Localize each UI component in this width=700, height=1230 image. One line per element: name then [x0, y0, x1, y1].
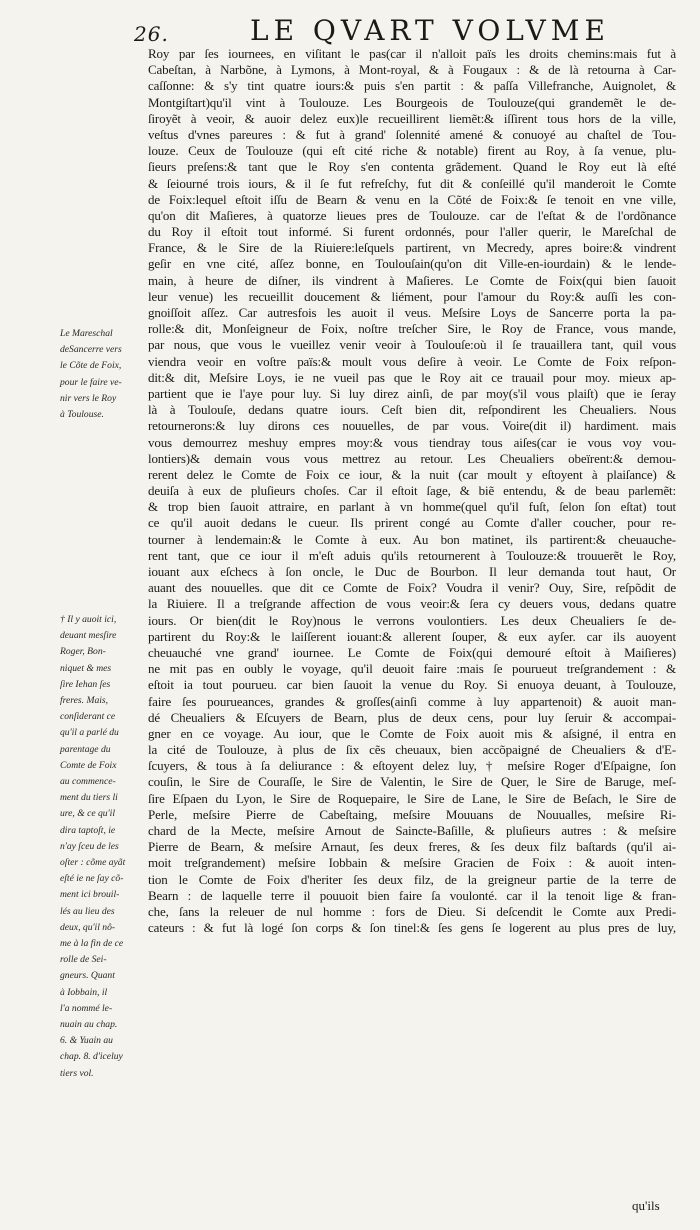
text-line: Cabeſtan, à Narbõne, à Lymons, à Mont-royal, & à Fougaux : & de là retourna à Car- — [148, 62, 676, 78]
text-line: qu'on dit Maſieres, à quatorze lieues pres de Toulouze. car de l'eſtat & de l'ordõnance — [148, 207, 676, 223]
text-line: ſire Eſpaen du Lyon, le Sire de Roquepaire, le Sire de Lane, le Sire de Beſach, le Sire de — [148, 790, 676, 806]
text-line: gnoiſſoit aſſez. Car autresfois les auoit il veus. Meſsire Loys de Sancerre porta la pa- — [148, 305, 676, 320]
text-line: rolle:& dit, Monſeigneur de Foix, noſtre treſcher Sire, le Roy de France, vous mande, — [148, 321, 676, 337]
catchword: qu'ils — [632, 1198, 660, 1213]
text-line: rerent delez le Comte de Foix ce iour, & la nuit (car moult y eſtoyent à plaiſance) & — [148, 466, 676, 482]
text-line: main, à heure de diſner, ils vindrent à Maſieres. Le Comte de Foix(qui bien ſauoit — [148, 272, 676, 288]
text-line: la cité de Toulouze, à plus de ſix cẽs cheuaux, bien accõpaigné de Cheualiers & d'E- — [148, 742, 676, 758]
text-line: ne mit pas en oubly le voyage, qu'il deuoit faire :mais ſe pourueut treſgrandement : & — [148, 661, 676, 677]
text-line: leur venue) les recueillit doucement & liément, pour l'amour du Roy:& auſſi les con- — [148, 288, 676, 304]
text-line: Pierre de Bearn, & meſsire Arnaut, ſes deux freres, & ſes deux filz baſtards (qu'il ai- — [148, 839, 676, 855]
text-line: partient que ie l'aye pour luy. Si luy direz ainſi, de par moy(s'il vous plaiſt) que ie ſeray — [148, 385, 676, 401]
text-line: & trop bien ſauoit attraire, en parlant à vn homme(quel qu'il fuſt, ſelon ſon eſtat) tout — [148, 499, 676, 515]
page-number: 26. — [134, 22, 169, 46]
text-line: gner en ce voyage. Au iour, que le Comte de Foix auoit mis & aſsigné, il entra en — [148, 725, 676, 741]
margin-notes — [60, 326, 144, 1079]
text-line: viendra veoir en voſtre païs:& moult vous deſire à veoir. Le Comte de Foix reſpon- — [148, 353, 676, 369]
text-line: faire ſes pourueances, grandes & groſſes(ainſi comme à luy appartenoit) & auoit man- — [148, 693, 676, 709]
margin-note: † Il y auoit ici, deuant mesſire Roger, Bon- niquet & mes ſire Iehan ſes freres. Mais, conſiderant ce qu'il a parlé du parentage du Comte de Foix au commence- ment du tiers li ure, & ce qu'il dira taptoſt, ie n'ay ſceu de les oſter : cõme ayãt eſté ie ne ſay cõ- ment ici brouil- lés au lieu des deux, qu'il nô- me à la fin de ce rolle de Sei- gneurs. Quant à Iobbain, il l'a nommé le- nuain au chap. 6. & Yuain au chap. 8. d'iceluy tiers vol. — [60, 614, 126, 1079]
text-line: France, & le Sire de la Riuiere:leſquels partirent, vn Mecredy, apres boire:& vindrent — [148, 240, 676, 256]
text-line: tourner à lendemain:& le Comte à eux. Au bon matinet, ils partirent:& cheuauche- — [148, 531, 676, 547]
text-line: cheuauché vne grand' iournee. Le Comte de Foix(qui demouré eſtoit à Maiſieres) — [148, 644, 676, 660]
text-line: retournerons:& luy dirons ces nouuelles, de par vous. Voire(dit il) hardiment. mais — [148, 418, 676, 434]
text-line: moit treſgrandement) meſsire Iobbain & meſsire Gracien de Foix : & auoit inten- — [148, 855, 676, 871]
page-header — [0, 12, 700, 46]
text-line: ſieurs preſens:& tant que le Roy s'en contenta grãdement. Quand le Roy eut là eſté — [148, 159, 676, 175]
running-title: LE QVART VOLVME — [250, 14, 610, 47]
margin-note: Le Mareschal deSancerre vers le Cõte de Foix, pour le faire ve- nir vers le Roy à Toulouse. — [60, 328, 122, 421]
text-line: lontiers)& demain vous vous mettrez au retour. Les Cheualiers obeïrent:& demou- — [148, 450, 676, 466]
text-line: partirent du Roy:& le laiſſerent iouant:& allerent ſouper, & eux ayſer. car ils auoyent — [148, 628, 676, 644]
text-line: deuiſa à eux de pluſieurs choſes. Car il eſtoit ſage, & biẽ entendu, & de beau parlemẽt: — [148, 483, 676, 499]
text-line: cateurs : & fut là logé ſon corps & ſon tinel:& ſes gens ſe logerent au plus pres de luy, — [148, 920, 676, 936]
text-line: du Roy il eſtoit tout informé. Si furent ordonnés, pour l'aller querir, le Mareſchal de — [148, 224, 676, 240]
text-line: la Riuiere. Il a treſgrande affection de vous veoir:& ſera cy deuers vous, dedans quatre — [148, 596, 676, 612]
main-text-column — [148, 46, 676, 936]
text-line: dit:& dit, Meſsire Loys, ie ne vueil pas que le Roy ait ce trauail pour moy. mieux ap- — [148, 369, 676, 385]
text-line: ſiroyẽt à veoir, & auoir delez eux)le recueillirent liemẽt:& iſſirent tous hors de la ville, — [148, 110, 676, 126]
text-line: Montgiſtart)qu'il vint à Toulouze. Les Bourgeois de Toulouze(qui grandemẽt le de- — [148, 94, 676, 110]
text-line: là à Toulouſe, dedans quatre iours. Ceſt bien dit, reſpondirent les Cheualiers. Nous — [148, 402, 676, 418]
text-line: louze. Ceux de Toulouze (qui eſt cité riche & notable) firent au Roy, à ſa venue, plu- — [148, 143, 676, 159]
text-line: Roy par ſes iournees, en viſitant le pas(car il n'alloit païs les droits chemins:mais fut à — [148, 46, 676, 61]
text-line: ce qu'il auoit dedans le cueur. Ils prirent congé au Comte d'aller coucher, pour re- — [148, 515, 676, 531]
text-line: dé Cheualiers & Eſcuyers de Bearn, plus de deux cens, pour luy ſeruir & accompai- — [148, 709, 676, 725]
text-line: caſſonne: & s'y tint quatre iours:& puis s'en partit : & paſſa Villefranche, Auignolet, & — [148, 78, 676, 94]
text-line: & ſeiourné trois iours, & il ſe fut refreſchy, fut dit & conſeillé qu'il manderoit le Comte — [148, 175, 676, 191]
text-line: veſtus d'vnes pareures : & fut à grand' ſolennité amené & conuoyé au chaſtel de Tou- — [148, 126, 676, 142]
text-line: couſin, le Sire de Couraſſe, le Sire de Valentin, le Sire de Quer, le Sire de Baruge, meſ- — [148, 774, 676, 790]
text-line: iours. Or bien(dit le Roy)nous le verrons voulontiers. Les deux Cheualiers ſe de- — [148, 612, 676, 628]
text-line: chard de la Mecte, meſsire Arnout de Saincte-Baſille, & pluſieurs autres : & meſsire — [148, 823, 676, 838]
text-line: geſir en vne cité, aſſez bonne, en Toulouſain(qu'on dit Ville-en-iourdain) & le lende- — [148, 256, 676, 272]
text-line: Perle, meſsire Pierre de Cabeſtaing, meſsire Mouuans de Nouualles, meſsire Ri- — [148, 806, 676, 822]
text-line: eſtoit ia tout pourueu. car bien ſauoit la venue du Roy. Si enuoya deuant, à Toulouze, — [148, 677, 676, 693]
text-line: che, ſans la releuer de nul homme : fors de Dieu. Si deſcendit le Comte aux Predi- — [148, 903, 676, 919]
text-line: iouant aux eſchecs à ſon oncle, le Duc de Bourbon. Il leur demanda tout haut, Or — [148, 564, 676, 579]
text-line: vous demourrez meshuy empres moy:& vous tiendray tous aiſes(car ie vous voy vou- — [148, 434, 676, 450]
text-line: Bearn : de laquelle terre il pouuoit bien faire ſa voulonté. car il la tenoit lige & fran- — [148, 887, 676, 903]
text-line: de Foix:lequel eſtoit iſſu de Bearn & venu en la Cõté de Foix:& ſe tenoit en vne ville, — [148, 191, 676, 207]
text-line: par nous, que vous le vueillez venir veoir à Toulouſe:où il ſe trauaillera tant, quil vous — [148, 337, 676, 353]
text-line: rent tant, que ce iour il m'eſt aduis qu'ils retournerent à Toulouze:& trouuerẽt le Roy, — [148, 547, 676, 563]
text-line: ſcuyers, & tous à ſa deliurance : & eſtoyent delez luy, † meſsire Roger d'Eſpaigne, ſon — [148, 758, 676, 774]
text-line: tion le Comte de Foix d'heriter ſes deux filz, de la greigneur partie de la terre de — [148, 871, 676, 887]
text-line: auant des nouuelles. que dit ce Comte de Foix? Voudra il venir? Ouy, Sire, reſpõdit de — [148, 580, 676, 596]
